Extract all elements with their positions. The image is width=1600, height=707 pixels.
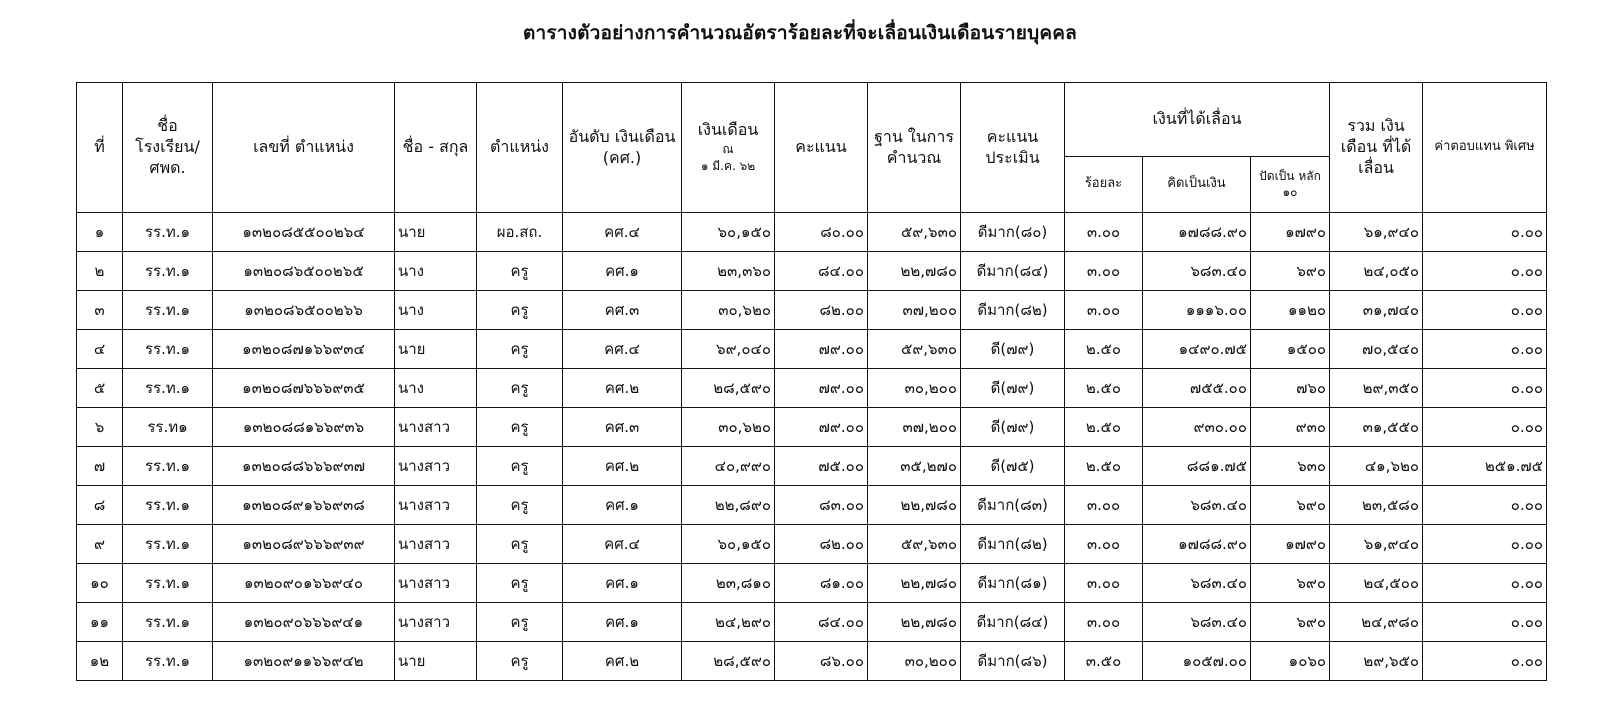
cell-raise-rounded: ๑๕๐๐ — [1251, 330, 1330, 369]
header-no: ที่ — [77, 83, 123, 213]
cell-score: ๗๕.๐๐ — [775, 447, 868, 486]
cell-no: ๕ — [77, 369, 123, 408]
cell-evaluation: ดีมาก(๘๒) — [961, 525, 1065, 564]
table-row — [77, 486, 1547, 525]
cell-salary: ๒๔,๒๙๐ — [682, 603, 775, 642]
cell-total: ๒๔,๙๘๐ — [1330, 603, 1423, 642]
cell-no: ๑ — [77, 213, 123, 252]
cell-special: ๐.๐๐ — [1423, 642, 1547, 681]
table-header — [77, 83, 1547, 213]
cell-score: ๘๒.๐๐ — [775, 525, 868, 564]
cell-position-number: ๑๓๒๐๙๐๑๖๖๙๔๐ — [213, 564, 395, 603]
cell-total: ๖๑,๙๔๐ — [1330, 525, 1423, 564]
cell-name: นางสาว — [395, 525, 477, 564]
cell-base: ๕๙,๖๓๐ — [868, 525, 961, 564]
cell-level: คศ.๓ — [563, 291, 682, 330]
table-row — [77, 408, 1547, 447]
cell-raise-amount: ๗๕๕.๐๐ — [1143, 369, 1251, 408]
cell-score: ๗๙.๐๐ — [775, 408, 868, 447]
header-level: อันดับ เงินเดือน (คศ.) — [563, 83, 682, 213]
table-row — [77, 525, 1547, 564]
header-salary-date: ๑ มี.ค. ๖๒ — [700, 158, 756, 173]
header-base: ฐาน ในการ คำนวณ — [868, 83, 961, 213]
cell-position-number: ๑๓๒๐๘๕๕๐๐๒๖๔ — [213, 213, 395, 252]
cell-raise-percent: ๒.๕๐ — [1065, 447, 1143, 486]
cell-base: ๓๐,๒๐๐ — [868, 369, 961, 408]
table-row — [77, 330, 1547, 369]
cell-evaluation: ดีมาก(๘๑) — [961, 564, 1065, 603]
cell-special: ๐.๐๐ — [1423, 408, 1547, 447]
cell-score: ๘๑.๐๐ — [775, 564, 868, 603]
cell-score: ๘๖.๐๐ — [775, 642, 868, 681]
cell-raise-rounded: ๖๙๐ — [1251, 564, 1330, 603]
cell-raise-amount: ๖๘๓.๔๐ — [1143, 486, 1251, 525]
cell-name: นาย — [395, 642, 477, 681]
header-name: ชื่อ - สกุล — [395, 83, 477, 213]
cell-name: นาง — [395, 291, 477, 330]
salary-table — [76, 82, 1547, 681]
cell-name: นางสาว — [395, 564, 477, 603]
header-score: คะแนน — [775, 83, 868, 213]
table-row — [77, 252, 1547, 291]
cell-position-number: ๑๓๒๐๘๗๑๖๖๙๓๔ — [213, 330, 395, 369]
cell-score: ๘๔.๐๐ — [775, 252, 868, 291]
cell-evaluation: ดีมาก(๘๓) — [961, 486, 1065, 525]
cell-raise-percent: ๓.๐๐ — [1065, 525, 1143, 564]
cell-raise-rounded: ๖๓๐ — [1251, 447, 1330, 486]
cell-total: ๒๙,๖๕๐ — [1330, 642, 1423, 681]
cell-salary: ๖๐,๑๕๐ — [682, 213, 775, 252]
cell-school: รร.ท.๑ — [123, 564, 213, 603]
cell-raise-rounded: ๖๙๐ — [1251, 486, 1330, 525]
table-row — [77, 291, 1547, 330]
cell-level: คศ.๒ — [563, 369, 682, 408]
cell-level: คศ.๑ — [563, 603, 682, 642]
cell-raise-rounded: ๖๙๐ — [1251, 252, 1330, 291]
table-row — [77, 447, 1547, 486]
cell-salary: ๖๐,๑๕๐ — [682, 525, 775, 564]
cell-special: ๐.๐๐ — [1423, 603, 1547, 642]
cell-raise-percent: ๓.๐๐ — [1065, 603, 1143, 642]
cell-level: คศ.๑ — [563, 252, 682, 291]
header-salary-main: เงินเดือน — [697, 120, 759, 140]
cell-special: ๐.๐๐ — [1423, 252, 1547, 291]
cell-score: ๘๔.๐๐ — [775, 603, 868, 642]
cell-no: ๙ — [77, 525, 123, 564]
cell-base: ๓๗,๒๐๐ — [868, 291, 961, 330]
cell-special: ๐.๐๐ — [1423, 291, 1547, 330]
cell-name: นาง — [395, 252, 477, 291]
cell-raise-amount: ๑๗๘๘.๙๐ — [1143, 525, 1251, 564]
cell-evaluation: ดีมาก(๘๔) — [961, 252, 1065, 291]
cell-school: รร.ท๑ — [123, 408, 213, 447]
cell-position: ครู — [477, 330, 563, 369]
cell-position-number: ๑๓๒๐๘๙๖๖๖๙๓๙ — [213, 525, 395, 564]
cell-school: รร.ท.๑ — [123, 525, 213, 564]
cell-school: รร.ท.๑ — [123, 486, 213, 525]
cell-no: ๔ — [77, 330, 123, 369]
cell-level: คศ.๑ — [563, 564, 682, 603]
cell-level: คศ.๔ — [563, 330, 682, 369]
cell-position: ครู — [477, 447, 563, 486]
cell-salary: ๒๓,๘๑๐ — [682, 564, 775, 603]
cell-evaluation: ดีมาก(๘๔) — [961, 603, 1065, 642]
cell-raise-amount: ๙๓๐.๐๐ — [1143, 408, 1251, 447]
header-salary-note: ณ — [722, 142, 734, 157]
header-total: รวม เงินเดือน ที่ได้เลื่อน — [1330, 83, 1423, 213]
cell-base: ๒๒,๗๘๐ — [868, 564, 961, 603]
cell-school: รร.ท.๑ — [123, 642, 213, 681]
cell-position: ครู — [477, 291, 563, 330]
cell-base: ๕๙,๖๓๐ — [868, 213, 961, 252]
cell-raise-rounded: ๑๗๙๐ — [1251, 525, 1330, 564]
cell-salary: ๒๒,๘๙๐ — [682, 486, 775, 525]
cell-raise-rounded: ๖๙๐ — [1251, 603, 1330, 642]
cell-position: ครู — [477, 525, 563, 564]
cell-base: ๓๕,๒๗๐ — [868, 447, 961, 486]
cell-raise-rounded: ๙๓๐ — [1251, 408, 1330, 447]
header-salary — [682, 83, 775, 213]
cell-level: คศ.๔ — [563, 525, 682, 564]
table-row — [77, 369, 1547, 408]
cell-position: ผอ.สถ. — [477, 213, 563, 252]
header-raise-group: เงินที่ได้เลื่อน — [1065, 83, 1330, 157]
cell-position-number: ๑๓๒๐๙๑๑๖๖๙๔๒ — [213, 642, 395, 681]
cell-level: คศ.๒ — [563, 642, 682, 681]
cell-total: ๒๙,๓๕๐ — [1330, 369, 1423, 408]
table-body — [77, 213, 1547, 681]
cell-raise-amount: ๑๔๙๐.๗๕ — [1143, 330, 1251, 369]
cell-evaluation: ดี(๗๕) — [961, 447, 1065, 486]
cell-name: นาย — [395, 330, 477, 369]
cell-school: รร.ท.๑ — [123, 291, 213, 330]
cell-school: รร.ท.๑ — [123, 369, 213, 408]
cell-no: ๘ — [77, 486, 123, 525]
cell-evaluation: ดี(๗๙) — [961, 408, 1065, 447]
cell-position: ครู — [477, 642, 563, 681]
cell-raise-percent: ๓.๐๐ — [1065, 213, 1143, 252]
cell-special: ๐.๐๐ — [1423, 486, 1547, 525]
cell-special: ๐.๐๐ — [1423, 369, 1547, 408]
header-special: ค่าตอบแทน พิเศษ — [1423, 83, 1547, 213]
cell-total: ๖๑,๙๔๐ — [1330, 213, 1423, 252]
cell-no: ๑๑ — [77, 603, 123, 642]
cell-raise-amount: ๑๑๑๖.๐๐ — [1143, 291, 1251, 330]
cell-no: ๗ — [77, 447, 123, 486]
cell-salary: ๒๘,๕๙๐ — [682, 369, 775, 408]
cell-raise-rounded: ๑๑๒๐ — [1251, 291, 1330, 330]
cell-base: ๒๒,๗๘๐ — [868, 486, 961, 525]
cell-raise-percent: ๓.๐๐ — [1065, 252, 1143, 291]
header-raise-amount: คิดเป็นเงิน — [1143, 157, 1251, 213]
cell-evaluation: ดีมาก(๘๒) — [961, 291, 1065, 330]
cell-position-number: ๑๓๒๐๘๘๑๖๖๙๓๖ — [213, 408, 395, 447]
cell-position-number: ๑๓๒๐๘๘๖๖๖๙๓๗ — [213, 447, 395, 486]
cell-total: ๗๐,๕๔๐ — [1330, 330, 1423, 369]
cell-raise-rounded: ๑๗๙๐ — [1251, 213, 1330, 252]
cell-raise-percent: ๓.๕๐ — [1065, 642, 1143, 681]
cell-name: นางสาว — [395, 408, 477, 447]
cell-position-number: ๑๓๒๐๘๗๖๖๖๙๓๕ — [213, 369, 395, 408]
cell-salary: ๖๙,๐๔๐ — [682, 330, 775, 369]
cell-special: ๒๕๑.๗๕ — [1423, 447, 1547, 486]
cell-raise-amount: ๑๐๕๗.๐๐ — [1143, 642, 1251, 681]
cell-raise-rounded: ๑๐๖๐ — [1251, 642, 1330, 681]
cell-total: ๒๓,๕๘๐ — [1330, 486, 1423, 525]
cell-salary: ๔๐,๙๙๐ — [682, 447, 775, 486]
cell-level: คศ.๑ — [563, 486, 682, 525]
cell-position: ครู — [477, 369, 563, 408]
cell-name: นางสาว — [395, 486, 477, 525]
header-raise-rounded: ปัดเป็น หลัก ๑๐ — [1251, 157, 1330, 213]
cell-special: ๐.๐๐ — [1423, 330, 1547, 369]
cell-level: คศ.๔ — [563, 213, 682, 252]
cell-raise-percent: ๒.๕๐ — [1065, 330, 1143, 369]
cell-position-number: ๑๓๒๐๘๖๕๐๐๒๖๕ — [213, 252, 395, 291]
cell-raise-percent: ๒.๕๐ — [1065, 369, 1143, 408]
cell-level: คศ.๓ — [563, 408, 682, 447]
cell-no: ๒ — [77, 252, 123, 291]
cell-base: ๒๒,๗๘๐ — [868, 252, 961, 291]
cell-no: ๖ — [77, 408, 123, 447]
cell-score: ๗๙.๐๐ — [775, 330, 868, 369]
cell-position: ครู — [477, 603, 563, 642]
page-title: ตารางตัวอย่างการคำนวณอัตราร้อยละที่จะเลื่อนเงินเดือนรายบุคคล — [522, 22, 1078, 44]
cell-evaluation: ดีมาก(๘๐) — [961, 213, 1065, 252]
cell-evaluation: ดี(๗๙) — [961, 369, 1065, 408]
cell-base: ๓๗,๒๐๐ — [868, 408, 961, 447]
cell-school: รร.ท.๑ — [123, 603, 213, 642]
cell-raise-amount: ๘๘๑.๗๕ — [1143, 447, 1251, 486]
header-position-number: เลขที่ ตำแหน่ง — [213, 83, 395, 213]
cell-school: รร.ท.๑ — [123, 252, 213, 291]
cell-name: นางสาว — [395, 447, 477, 486]
cell-special: ๐.๐๐ — [1423, 213, 1547, 252]
header-school: ชื่อ โรงเรียน/ ศพด. — [123, 83, 213, 213]
cell-salary: ๓๐,๖๒๐ — [682, 291, 775, 330]
cell-total: ๔๑,๖๒๐ — [1330, 447, 1423, 486]
cell-score: ๘๒.๐๐ — [775, 291, 868, 330]
cell-position-number: ๑๓๒๐๘๙๑๖๖๙๓๘ — [213, 486, 395, 525]
cell-name: นาย — [395, 213, 477, 252]
cell-raise-amount: ๑๗๘๘.๙๐ — [1143, 213, 1251, 252]
cell-position-number: ๑๓๒๐๙๐๖๖๖๙๔๑ — [213, 603, 395, 642]
cell-evaluation: ดี(๗๙) — [961, 330, 1065, 369]
cell-score: ๘๐.๐๐ — [775, 213, 868, 252]
cell-name: นาง — [395, 369, 477, 408]
cell-position-number: ๑๓๒๐๘๖๕๐๐๒๖๖ — [213, 291, 395, 330]
cell-salary: ๒๓,๓๖๐ — [682, 252, 775, 291]
cell-raise-percent: ๓.๐๐ — [1065, 564, 1143, 603]
cell-raise-percent: ๒.๕๐ — [1065, 408, 1143, 447]
cell-score: ๘๓.๐๐ — [775, 486, 868, 525]
cell-special: ๐.๐๐ — [1423, 564, 1547, 603]
cell-raise-percent: ๓.๐๐ — [1065, 291, 1143, 330]
cell-position: ครู — [477, 486, 563, 525]
cell-raise-amount: ๖๘๓.๔๐ — [1143, 564, 1251, 603]
cell-total: ๓๑,๗๔๐ — [1330, 291, 1423, 330]
cell-base: ๒๒,๗๘๐ — [868, 603, 961, 642]
header-raise-percent: ร้อยละ — [1065, 157, 1143, 213]
cell-total: ๒๔,๕๐๐ — [1330, 564, 1423, 603]
header-evaluation: คะแนน ประเมิน — [961, 83, 1065, 213]
cell-name: นางสาว — [395, 603, 477, 642]
header-position: ตำแหน่ง — [477, 83, 563, 213]
cell-salary: ๓๐,๖๒๐ — [682, 408, 775, 447]
table-row — [77, 603, 1547, 642]
table-row — [77, 564, 1547, 603]
cell-school: รร.ท.๑ — [123, 213, 213, 252]
cell-position: ครู — [477, 564, 563, 603]
cell-base: ๕๙,๖๓๐ — [868, 330, 961, 369]
cell-evaluation: ดีมาก(๘๖) — [961, 642, 1065, 681]
table-row — [77, 213, 1547, 252]
cell-position: ครู — [477, 408, 563, 447]
cell-school: รร.ท.๑ — [123, 447, 213, 486]
cell-score: ๗๙.๐๐ — [775, 369, 868, 408]
cell-position: ครู — [477, 252, 563, 291]
cell-no: ๓ — [77, 291, 123, 330]
table-row — [77, 642, 1547, 681]
cell-school: รร.ท.๑ — [123, 330, 213, 369]
cell-total: ๒๔,๐๕๐ — [1330, 252, 1423, 291]
cell-no: ๑๐ — [77, 564, 123, 603]
cell-raise-rounded: ๗๖๐ — [1251, 369, 1330, 408]
cell-level: คศ.๒ — [563, 447, 682, 486]
cell-total: ๓๑,๕๕๐ — [1330, 408, 1423, 447]
cell-salary: ๒๘,๕๙๐ — [682, 642, 775, 681]
cell-special: ๐.๐๐ — [1423, 525, 1547, 564]
cell-raise-amount: ๖๘๓.๔๐ — [1143, 252, 1251, 291]
cell-base: ๓๐,๒๐๐ — [868, 642, 961, 681]
cell-raise-percent: ๓.๐๐ — [1065, 486, 1143, 525]
cell-raise-amount: ๖๘๓.๔๐ — [1143, 603, 1251, 642]
cell-no: ๑๒ — [77, 642, 123, 681]
